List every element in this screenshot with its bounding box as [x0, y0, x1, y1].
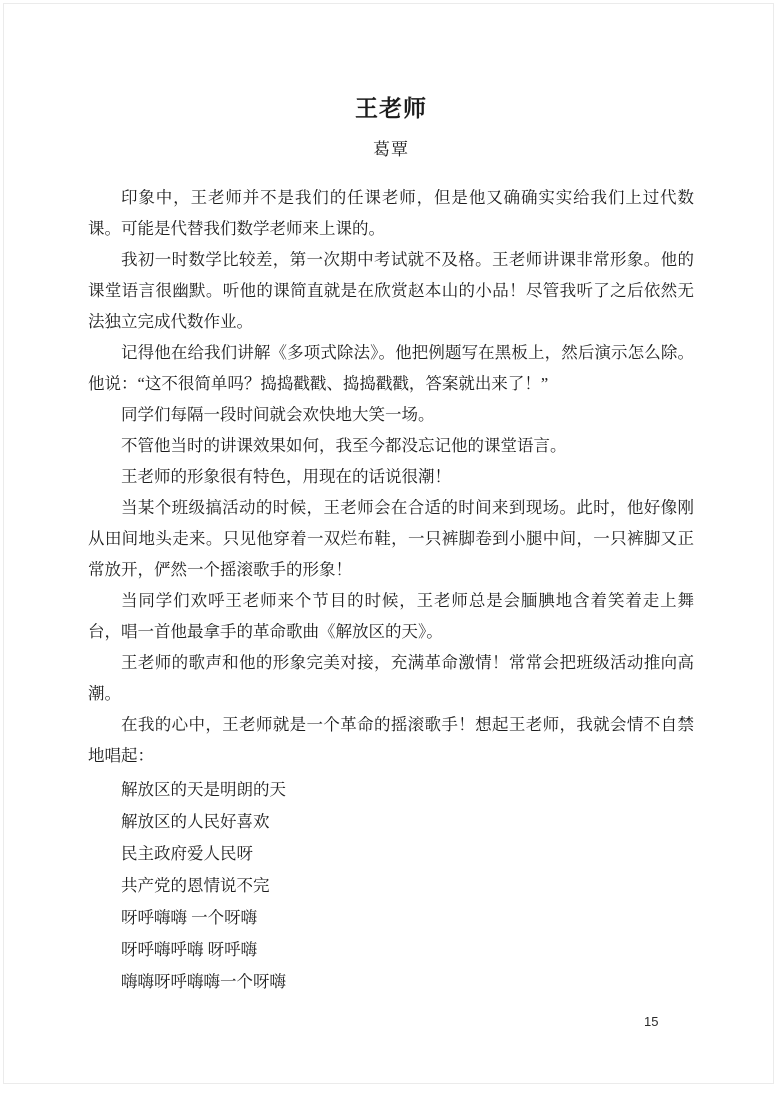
paragraph: 我初一时数学比较差，第一次期中考试就不及格。王老师讲课非常形象。他的课堂语言很幽默。听他的课简直就是在欣赏赵本山的小品！尽管我听了之后依然无法独立完成代数作业。	[88, 250, 694, 331]
paragraph: 印象中，王老师并不是我们的任课老师，但是他又确确实实给我们上过代数课。可能是代替我们数学老师来上课的。	[88, 188, 694, 238]
lyric-line: 共产党的恩情说不完	[121, 876, 270, 895]
article-title: 王老师	[355, 96, 427, 121]
paragraph: 不管他当时的讲课效果如何，我至今都没忘记他的课堂语言。	[121, 436, 567, 455]
article-body	[88, 182, 694, 771]
lyric-line: 民主政府爱人民呀	[121, 844, 253, 863]
paragraph: 记得他在给我们讲解《多项式除法》。他把例题写在黑板上，然后演示怎么除。他说：“这不很简单吗？捣捣戳戳、捣捣戳戳，答案就出来了！”	[88, 343, 694, 393]
paragraph: 当同学们欢呼王老师来个节目的时候，王老师总是会腼腆地含着笑着走上舞台，唱一首他最拿手的革命歌曲《解放区的天》。	[88, 591, 694, 641]
song-lyrics	[88, 774, 694, 998]
lyric-line: 呀呼嗨嗨 一个呀嗨	[121, 908, 258, 927]
lyric-line: 解放区的天是明朗的天	[121, 780, 286, 799]
lyric-line: 嗨嗨呀呼嗨嗨一个呀嗨	[121, 972, 286, 991]
page-content	[88, 0, 694, 998]
page-number: 15	[644, 1014, 659, 1029]
lyric-line: 解放区的人民好喜欢	[121, 812, 270, 831]
paragraph: 当某个班级搞活动的时候，王老师会在合适的时间来到现场。此时，他好像刚从田间地头走来。只见他穿着一双烂布鞋，一只裤脚卷到小腿中间，一只裤脚又正常放开，俨然一个摇滚歌手的形象！	[88, 498, 694, 579]
article-author: 葛覃	[373, 140, 409, 159]
paragraph: 王老师的形象很有特色，用现在的话说很潮！	[121, 467, 451, 486]
lyric-line: 呀呼嗨呼嗨 呀呼嗨	[121, 940, 258, 959]
paragraph: 同学们每隔一段时间就会欢快地大笑一场。	[121, 405, 435, 424]
paragraph: 在我的心中，王老师就是一个革命的摇滚歌手！想起王老师，我就会情不自禁地唱起：	[88, 715, 694, 765]
paragraph: 王老师的歌声和他的形象完美对接，充满革命激情！常常会把班级活动推向高潮。	[88, 653, 694, 703]
